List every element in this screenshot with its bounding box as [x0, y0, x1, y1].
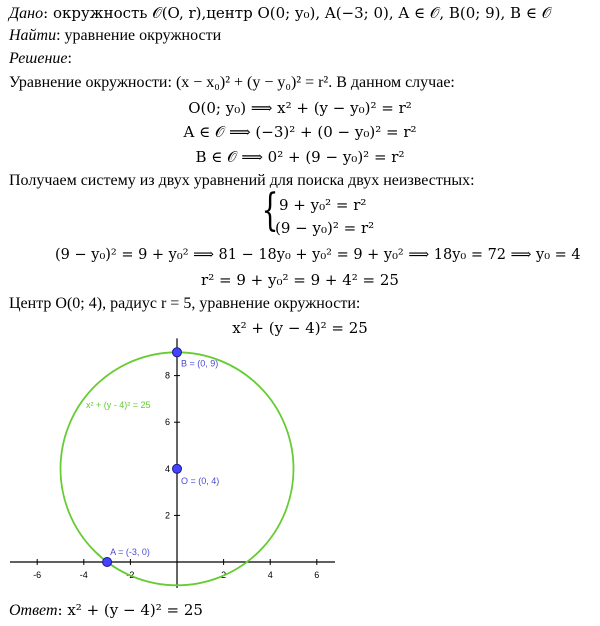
given-text: : окружность 𝒪(O, r),центр O(0; y₀), A(−3; 0), A ∈ 𝒪, B(0; 9), B ∈ 𝒪	[43, 4, 552, 22]
find-label: Найти	[9, 27, 57, 44]
equation-point-b: B ∈ 𝒪 ⟹ 0² + (9 − y₀)² = r²	[195, 148, 405, 166]
find-line	[9, 26, 221, 46]
x-tick-label: -6	[33, 570, 42, 580]
equation-center-o: O(0; y₀) ⟹ x² + (y − y₀)² = r²	[188, 99, 412, 117]
point-label-o: O = (0, 4)	[181, 475, 220, 486]
find-text: : уравнение окружности	[56, 27, 222, 44]
system-equation-2: (9 − y₀)² = r²	[275, 219, 375, 237]
y-tick-label: 4	[164, 463, 170, 474]
y-tick-label: 2	[164, 510, 170, 521]
axis-ticks	[33, 371, 319, 580]
solution-label-line: Решение:	[9, 50, 72, 67]
y-tick-label: 6	[164, 417, 170, 428]
equation-point-a: A ∈ 𝒪 ⟹ (−3)² + (0 − y₀)² = r²	[183, 123, 417, 141]
system-equation-1: 9 + y₀² = r²	[279, 196, 367, 214]
point-label-b: B = (0, 9)	[181, 358, 219, 369]
y-tick-label: 8	[164, 370, 170, 381]
x-tick-label: 6	[314, 570, 320, 580]
point-label-a: A = (-3, 0)	[110, 547, 150, 557]
system-brace: {	[261, 185, 279, 236]
x-tick-label: -2	[126, 570, 135, 580]
circle-equation-label: x² + (y - 4)² = 25	[86, 400, 151, 411]
calculation-y0: (9 − y₀)² = 9 + y₀² ⟹ 81 − 18y₀ + y₀² = 9 + y₀² ⟹ 18y₀ = 72 ⟹ y₀ = 4	[55, 247, 581, 263]
point-o	[173, 464, 182, 473]
x-tick-label: -4	[79, 570, 88, 580]
axes	[10, 338, 335, 588]
x-tick-label: 4	[267, 570, 273, 580]
point-b	[173, 348, 182, 357]
given-label: Дано	[9, 5, 44, 22]
system-intro: Получаем систему из двух уравнений для поиска двух неизвестных:	[9, 172, 475, 189]
circle-graph	[0, 338, 600, 598]
solution-intro: Уравнение окружности: (x − x₀)² + (y − y₀)² = r². В данном случае:	[9, 74, 455, 91]
point-a	[103, 558, 112, 567]
calculation-r2: r² = 9 + y₀² = 9 + 4² = 25	[201, 271, 399, 289]
answer-text: : x² + (y − 4)² = 25	[57, 601, 203, 619]
given-line	[9, 3, 551, 24]
answer-line	[9, 600, 203, 621]
points-layer	[103, 348, 220, 567]
answer-label: Ответ	[9, 602, 58, 619]
x-tick-label: 2	[221, 570, 227, 580]
solution-label: Решение	[9, 50, 68, 67]
final-equation: x² + (y − 4)² = 25	[232, 319, 368, 337]
center-radius-text: Центр O(0; 4), радиус r = 5, уравнение окружности:	[9, 295, 361, 312]
